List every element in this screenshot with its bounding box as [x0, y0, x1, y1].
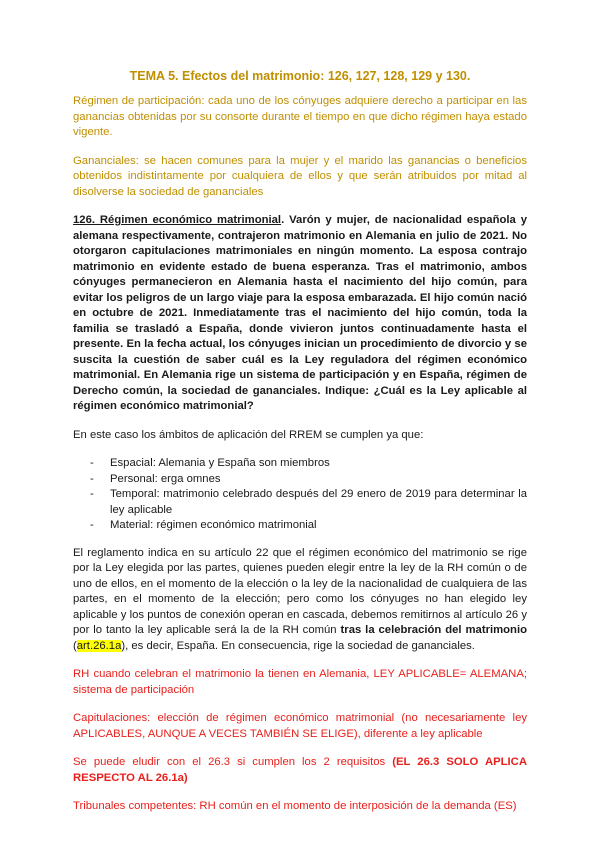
dash-bullet: - [90, 519, 94, 531]
page-title: TEMA 5. Efectos del matrimonio: 126, 127, 128, 129 y 130. [129, 69, 471, 83]
reglamento-text-3: ), es decir, España. En consecuencia, rige la sociedad de gananciales. [121, 639, 475, 652]
ambitos-list [73, 456, 527, 534]
ambitos-intro: En este caso los ámbitos de aplicación del RREM se cumplen ya que: [73, 428, 424, 441]
dash-bullet: - [90, 488, 94, 500]
list-item [73, 487, 527, 518]
list-item-text: Espacial: Alemania y España son miembros [110, 457, 330, 469]
note-tribunales: Tribunales competentes: RH común en el momento de interposición de la demanda (ES) [73, 800, 517, 812]
reglamento-text: El reglamento indica en su artículo 22 que el régimen económico del matrimonio se rige por la Ley elegida por las partes, quienes pueden elegir entre la ley de la RH común o de uno de ellos, en el momento de la elección o la ley de la nacionalidad de cualquiera de las partes, en el momento de la elección; pero como los cónyuges no han elegido ley aplicable y los puntos de conexión operan en cascada, debemos remitirnos al artículo 26 y por lo tanto la ley aplicable será la de la RH común [73, 546, 527, 636]
definition-gananciales: Gananciales: se hacen comunes para la mujer y el marido las ganancias o beneficios obtenidos indistintamente por cualquiera de ellos y que serán atribuidos por mitad al disolverse la sociedad de gananciales [73, 154, 527, 198]
list-item-text: Material: régimen económico matrimonial [110, 519, 317, 531]
case-statement [73, 213, 527, 415]
highlighted-article: art.26.1a [76, 639, 122, 652]
list-item [73, 472, 527, 488]
list-item-text: Temporal: matrimonio celebrado después del 29 enero de 2019 para determinar la ley aplicable [110, 488, 527, 516]
case-text: . Varón y mujer, de nacionalidad española y alemana respectivamente, contrajeron matrimonio en Alemania en julio de 2021. No otorgaron capitulaciones matrimoniales en ningún momento. La esposa contrajo matrimonio en evidente estado de buena esperanza. Tras el matrimonio, ambos cónyuges permanecieron en Alemania hasta el nacimiento del hijo común, para evitar los peligros de un largo viaje para la esposa embarazada. El hijo común nació en octubre de 2021. Inmediatamente tras el nacimiento del hijo común, toda la familia se trasladó a España, donde vivieron juntos continuadamente hasta el presente. En la fecha actual, los cónyuges inician un procedimiento de divorcio y se suscita la cuestión de saber cuál es la Ley reguladora del régimen económico matrimonial. En Alemania rige un sistema de participación y en España, régimen de Derecho común, la sociedad de gananciales. Indique: ¿Cuál es la Ley aplicable al régimen económico matrimonial? [73, 214, 527, 412]
note-capitulaciones: Capitulaciones: elección de régimen económico matrimonial (no necesariamente ley APLICABLES, AUNQUE A VECES TAMBIÉN SE ELIGE), diferente a ley aplicable [73, 712, 527, 740]
dash-bullet: - [90, 457, 94, 469]
reglamento-paragraph [73, 546, 527, 655]
note-eludir [73, 755, 527, 786]
dash-bullet: - [90, 472, 94, 485]
reglamento-text-2: ( [73, 639, 77, 652]
note-eludir-text: Se puede eludir con el 26.3 si cumplen los 2 requisitos [73, 756, 393, 768]
reglamento-bold: tras la celebración del matrimonio [340, 624, 527, 636]
note-eludir-bold: (EL 26.3 SOLO APLICA RESPECTO AL 26.1a) [73, 756, 527, 784]
list-item-text: Personal: erga omnes [110, 472, 221, 485]
list-item [73, 456, 527, 472]
list-item [73, 518, 527, 534]
document-page [73, 62, 527, 828]
definition-participacion: Régimen de participación: cada uno de los cónyuges adquiere derecho a participar en las ganancias obtenidas por su consorte durante el tiempo en que dicho régimen haya estado vigente. [73, 95, 527, 138]
case-heading: 126. Régimen económico matrimonial [73, 214, 282, 226]
note-rh: RH cuando celebran el matrimonio la tienen en Alemania, LEY APLICABLE= ALEMANA; sistema de participación [73, 668, 527, 696]
